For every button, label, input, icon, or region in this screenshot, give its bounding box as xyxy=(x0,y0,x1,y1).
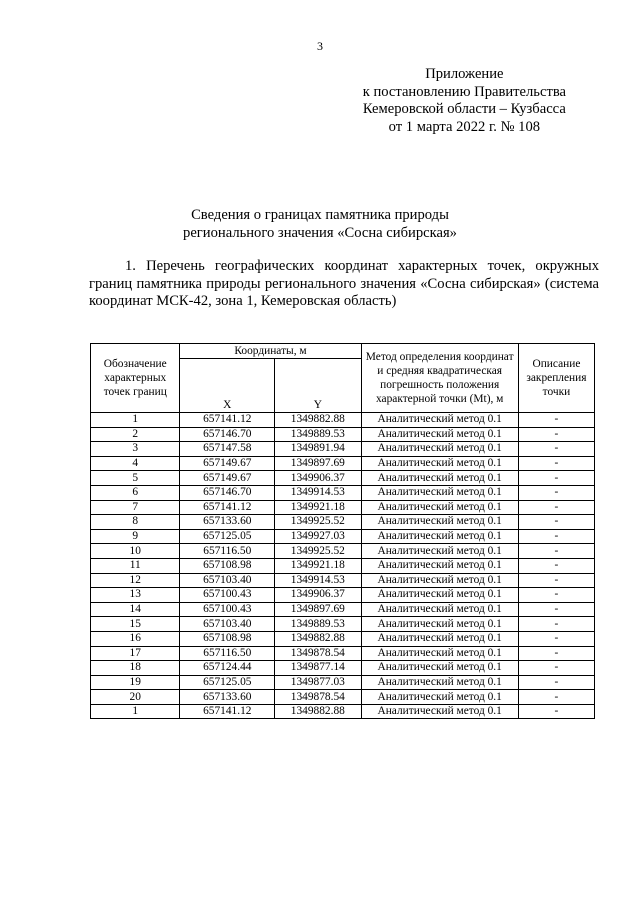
cell-method: Аналитический метод 0.1 xyxy=(361,588,518,603)
cell-point: 8 xyxy=(91,515,180,530)
appendix-line: Кемеровской области – Кузбасса xyxy=(362,101,566,117)
cell-y: 1349889.53 xyxy=(275,427,361,442)
cell-y: 1349877.03 xyxy=(275,675,361,690)
table-row xyxy=(91,588,595,603)
cell-description: - xyxy=(518,544,594,559)
cell-description: - xyxy=(518,427,594,442)
cell-y: 1349882.88 xyxy=(275,704,361,719)
table-row xyxy=(91,602,595,617)
cell-point: 1 xyxy=(91,704,180,719)
table-row xyxy=(91,413,595,428)
cell-method: Аналитический метод 0.1 xyxy=(361,602,518,617)
cell-point: 9 xyxy=(91,529,180,544)
title-line: Сведения о границах памятника природы xyxy=(191,207,449,223)
cell-description: - xyxy=(518,558,594,573)
cell-description: - xyxy=(518,646,594,661)
table-row xyxy=(91,456,595,471)
cell-point: 6 xyxy=(91,485,180,500)
header-coordinates: Координаты, м xyxy=(180,344,361,359)
cell-point: 16 xyxy=(91,631,180,646)
cell-x: 657116.50 xyxy=(180,544,275,559)
table-row xyxy=(91,471,595,486)
cell-method: Аналитический метод 0.1 xyxy=(361,631,518,646)
cell-y: 1349878.54 xyxy=(275,690,361,705)
cell-y: 1349906.37 xyxy=(275,471,361,486)
table-row xyxy=(91,690,595,705)
cell-y: 1349878.54 xyxy=(275,646,361,661)
table-row xyxy=(91,631,595,646)
cell-point: 4 xyxy=(91,456,180,471)
cell-point: 15 xyxy=(91,617,180,632)
cell-method: Аналитический метод 0.1 xyxy=(361,485,518,500)
cell-x: 657100.43 xyxy=(180,588,275,603)
cell-description: - xyxy=(518,617,594,632)
table-row xyxy=(91,646,595,661)
table-row xyxy=(91,544,595,559)
cell-point: 5 xyxy=(91,471,180,486)
cell-y: 1349882.88 xyxy=(275,631,361,646)
document-title xyxy=(0,207,640,242)
table-row xyxy=(91,515,595,530)
appendix-line: Приложение xyxy=(425,66,504,82)
cell-y: 1349882.88 xyxy=(275,413,361,428)
cell-point: 14 xyxy=(91,602,180,617)
cell-point: 18 xyxy=(91,661,180,676)
cell-x: 657124.44 xyxy=(180,661,275,676)
cell-x: 657141.12 xyxy=(180,500,275,515)
header-description: Описание закрепления точки xyxy=(518,344,594,413)
cell-description: - xyxy=(518,631,594,646)
cell-y: 1349897.69 xyxy=(275,456,361,471)
cell-method: Аналитический метод 0.1 xyxy=(361,529,518,544)
cell-point: 3 xyxy=(91,442,180,457)
cell-description: - xyxy=(518,471,594,486)
cell-description: - xyxy=(518,602,594,617)
cell-method: Аналитический метод 0.1 xyxy=(361,617,518,632)
header-x: X xyxy=(180,359,275,413)
cell-method: Аналитический метод 0.1 xyxy=(361,690,518,705)
cell-x: 657133.60 xyxy=(180,690,275,705)
appendix-line: к постановлению Правительства xyxy=(362,83,566,100)
cell-method: Аналитический метод 0.1 xyxy=(361,471,518,486)
cell-y: 1349897.69 xyxy=(275,602,361,617)
cell-method: Аналитический метод 0.1 xyxy=(361,413,518,428)
cell-description: - xyxy=(518,515,594,530)
cell-description: - xyxy=(518,675,594,690)
table-row xyxy=(91,500,595,515)
cell-method: Аналитический метод 0.1 xyxy=(361,544,518,559)
table-row xyxy=(91,442,595,457)
cell-x: 657125.05 xyxy=(180,675,275,690)
cell-description: - xyxy=(518,442,594,457)
header-method: Метод определения координат и средняя квадратическая погрешность положения характерной точки (Mt), м xyxy=(361,344,518,413)
table-row xyxy=(91,558,595,573)
cell-y: 1349914.53 xyxy=(275,485,361,500)
appendix-line: от 1 марта 2022 г. № 108 xyxy=(388,118,541,135)
header-point: Обозначение характерных точек границ xyxy=(91,344,180,413)
cell-x: 657108.98 xyxy=(180,558,275,573)
cell-y: 1349877.14 xyxy=(275,661,361,676)
cell-x: 657147.58 xyxy=(180,442,275,457)
cell-method: Аналитический метод 0.1 xyxy=(361,442,518,457)
cell-x: 657141.12 xyxy=(180,413,275,428)
cell-y: 1349906.37 xyxy=(275,588,361,603)
cell-x: 657146.70 xyxy=(180,485,275,500)
cell-point: 10 xyxy=(91,544,180,559)
cell-point: 7 xyxy=(91,500,180,515)
cell-point: 1 xyxy=(91,413,180,428)
cell-method: Аналитический метод 0.1 xyxy=(361,646,518,661)
cell-description: - xyxy=(518,485,594,500)
cell-method: Аналитический метод 0.1 xyxy=(361,456,518,471)
cell-x: 657141.12 xyxy=(180,704,275,719)
cell-y: 1349891.94 xyxy=(275,442,361,457)
cell-description: - xyxy=(518,661,594,676)
table-row xyxy=(91,427,595,442)
cell-x: 657133.60 xyxy=(180,515,275,530)
cell-method: Аналитический метод 0.1 xyxy=(361,427,518,442)
cell-method: Аналитический метод 0.1 xyxy=(361,558,518,573)
cell-method: Аналитический метод 0.1 xyxy=(361,573,518,588)
cell-method: Аналитический метод 0.1 xyxy=(361,661,518,676)
cell-y: 1349925.52 xyxy=(275,515,361,530)
cell-x: 657149.67 xyxy=(180,456,275,471)
cell-method: Аналитический метод 0.1 xyxy=(361,675,518,690)
table-row xyxy=(91,661,595,676)
cell-point: 12 xyxy=(91,573,180,588)
cell-x: 657146.70 xyxy=(180,427,275,442)
cell-method: Аналитический метод 0.1 xyxy=(361,515,518,530)
cell-method: Аналитический метод 0.1 xyxy=(361,704,518,719)
cell-x: 657108.98 xyxy=(180,631,275,646)
cell-description: - xyxy=(518,456,594,471)
cell-x: 657103.40 xyxy=(180,617,275,632)
cell-y: 1349914.53 xyxy=(275,573,361,588)
cell-x: 657103.40 xyxy=(180,573,275,588)
cell-y: 1349925.52 xyxy=(275,544,361,559)
cell-description: - xyxy=(518,413,594,428)
cell-x: 657100.43 xyxy=(180,602,275,617)
cell-point: 11 xyxy=(91,558,180,573)
cell-x: 657116.50 xyxy=(180,646,275,661)
cell-point: 13 xyxy=(91,588,180,603)
cell-y: 1349921.18 xyxy=(275,558,361,573)
cell-description: - xyxy=(518,500,594,515)
cell-x: 657125.05 xyxy=(180,529,275,544)
table-row xyxy=(91,485,595,500)
cell-x: 657149.67 xyxy=(180,471,275,486)
title-line: регионального значения «Сосна сибирская» xyxy=(183,224,457,241)
table-row xyxy=(91,617,595,632)
intro-paragraph: 1. Перечень географических координат характерных точек, окружных границ памятника природы регионального значения «Сосна сибирская» (система координат МСК-42, зона 1, Кемеровская область) xyxy=(89,258,599,309)
cell-y: 1349927.03 xyxy=(275,529,361,544)
cell-description: - xyxy=(518,588,594,603)
table-body xyxy=(91,413,595,719)
cell-description: - xyxy=(518,529,594,544)
coordinates-table xyxy=(90,343,595,719)
table-row xyxy=(91,704,595,719)
appendix-block xyxy=(363,66,566,136)
cell-description: - xyxy=(518,573,594,588)
cell-description: - xyxy=(518,704,594,719)
cell-method: Аналитический метод 0.1 xyxy=(361,500,518,515)
page-number: 3 xyxy=(317,39,323,53)
cell-point: 20 xyxy=(91,690,180,705)
table-row xyxy=(91,573,595,588)
table-row xyxy=(91,675,595,690)
cell-description: - xyxy=(518,690,594,705)
table-row xyxy=(91,529,595,544)
cell-point: 2 xyxy=(91,427,180,442)
cell-point: 17 xyxy=(91,646,180,661)
header-y: Y xyxy=(275,359,361,413)
cell-y: 1349889.53 xyxy=(275,617,361,632)
cell-point: 19 xyxy=(91,675,180,690)
cell-y: 1349921.18 xyxy=(275,500,361,515)
